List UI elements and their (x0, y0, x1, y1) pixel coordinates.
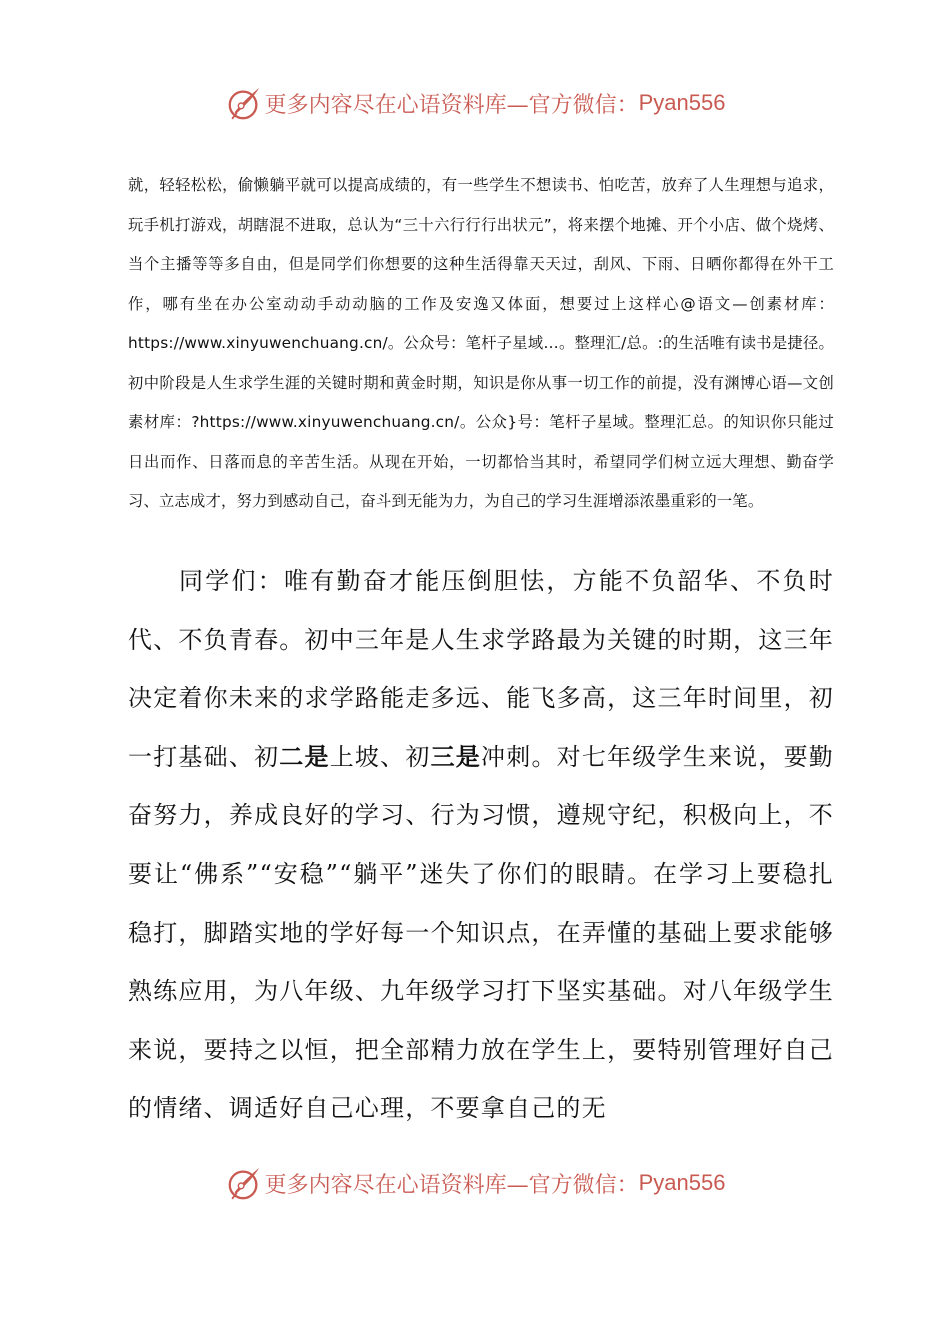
header-banner (0, 80, 950, 126)
emphasis-grade-two: 二是 (279, 741, 330, 771)
footer-banner-text: 更多内容尽在心语资料库—官方微信： (264, 1172, 639, 1198)
main-paragraph (128, 552, 834, 1138)
footer-wechat-handle: Pyan556 (638, 1170, 726, 1195)
emphasis-grade-three: 三是 (430, 741, 482, 771)
quill-pen-logo-icon (225, 1164, 263, 1202)
quill-pen-logo-icon (225, 84, 263, 122)
header-banner-text: 更多内容尽在心语资料库—官方微信： (264, 92, 639, 118)
small-print-paragraph: 就，轻轻松松，偷懒躺平就可以提高成绩的，有一些学生不想读书、怕吃苦，放弃了人生理想与追求，玩手机打游戏，胡瞎混不进取，总认为“三十六行行行出状元”，将来摆个地摊、开个小店、做个烧烤、当个主播等等多自由，但是同学们你想要的这种生活得靠天天过，刮风、下雨、日晒你都得在外干工作，哪有坐在办公室动动手动动脑的工作及安逸又体面，想要过上这样心@语文—创素材库：https://www.xinyuwenchuang.cn/。公众号：笔杆子星域…。整理汇/总。:的生活唯有读书是捷径。初中阶段是人生求学生涯的关键时期和黄金时期，知识是你从事一切工作的前提，没有渊博心语—文创素材库：?https://www.xinyuwenchuang.cn/。公众}号：笔杆子星域。整理汇总。的知识你只能过日出而作、日落而息的辛苦生活。从现在开始，一切都恰当其时，希望同学们树立远大理想、勤奋学习、立志成才，努力到感动自己，奋斗到无能为力，为自己的学习生涯增添浓墨重彩的一笔。 (128, 176, 834, 510)
main-paragraph-part-3: 冲刺。对七年级学生来说，要勤奋努力，养成良好的学习、行为习惯，遵规守纪，积极向上，不要让“佛系”“安稳”“躺平”迷失了你们的眼睛。在学习上要稳扎稳打，脚踏实地的学好每一个知识点，在弄懂的基础上要求能够熟练应用，为八年级、九年级学习打下坚实基础。对八年级学生来说，要持之以恒，把全部精力放在学生上，要特别管理好自己的情绪、调适好自己心理，不要拿自己的无 (128, 742, 834, 1123)
header-wechat-handle: Pyan556 (638, 90, 726, 115)
main-paragraph-part-1: 同学们：唯有勤奋才能压倒胆怯，方能不负韶华、不负时代、不负青春。初中三年是人生求学路最为关键的时期，这三年决定着你未来的求学路能走多远、能飞多高，这三年时间里，初一打基础、初 (128, 567, 834, 771)
footer-banner (0, 1160, 950, 1206)
main-paragraph-part-2: 上坡、初 (329, 742, 431, 771)
